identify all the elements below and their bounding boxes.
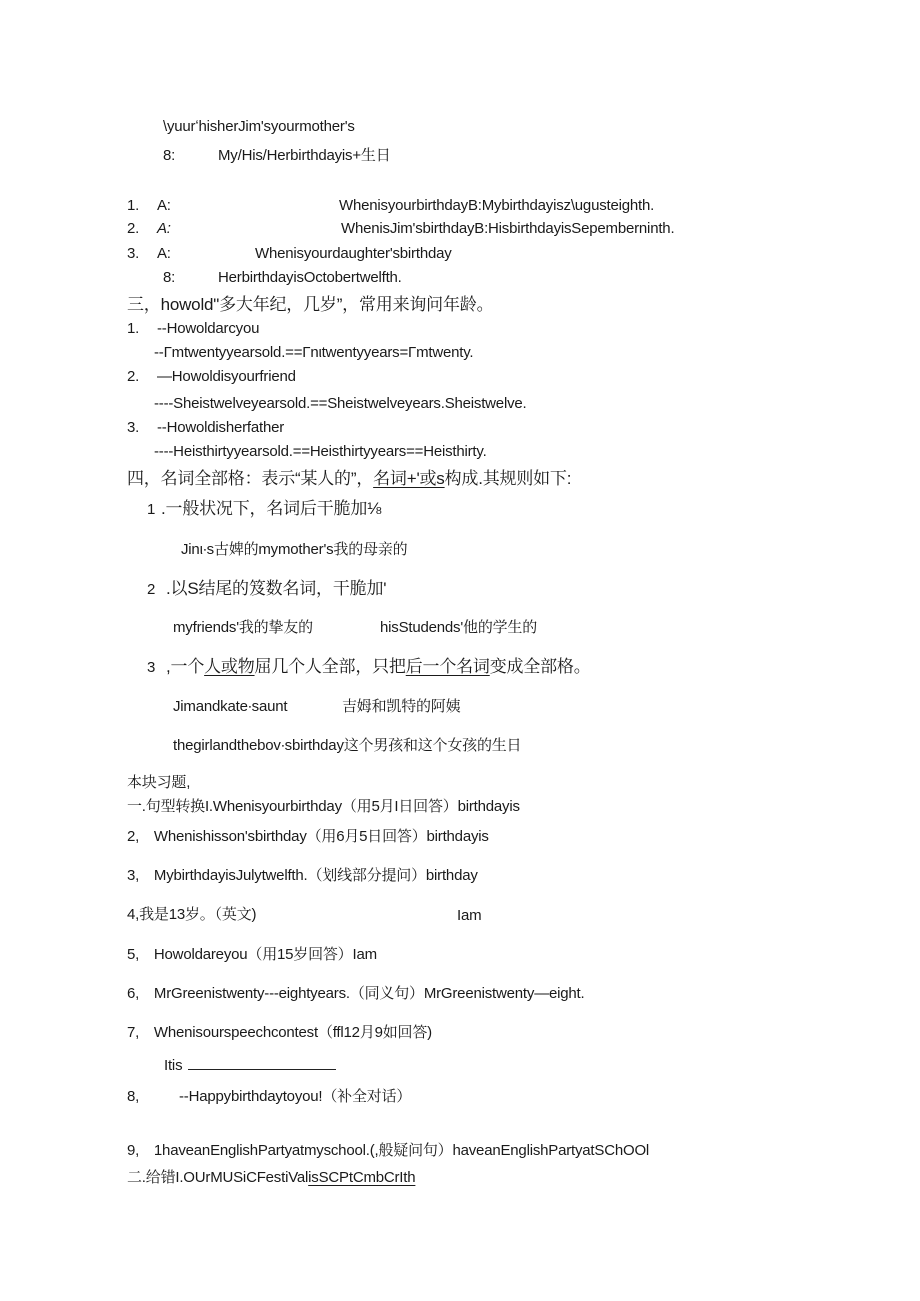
possessive-pronoun-line: \yuurʻhisherJim'syourmother's [163,118,355,135]
heading-text: 构成.其规则如下: [444,469,572,488]
speaker-label: A: [157,220,171,237]
answer-blank-line [164,1055,336,1076]
question-line: —Howoldisyourfriend [157,368,296,385]
birthday-pattern-line: My/His/Herbirthdayis+生日 [218,147,391,164]
question-line: --Howoldisherfather [157,419,285,436]
answer-blank[interactable] [188,1055,336,1070]
section-heading-3: 三，howold"多大年纪，几岁”，常用来询问年龄。 [127,295,494,314]
exercise-item-2: 2, Whenishisson'sbirthday（用6月5日回答）birthdayis [127,828,489,845]
section-2-text: 二.给错I.OUrMUSiCFestiVal [127,1169,309,1186]
exercise-item-8: --Happybirthdaytoyou!（补全对话） [179,1088,412,1105]
example-number-3: 3. [127,245,140,262]
example-line: thegirlandthebov∙sbirthday这个男孩和这个女孩的生日 [173,737,522,754]
dialogue-line: Whenisyourdaughter'sbirthday [255,245,452,262]
exercise-item-5: 5, Howoldareyou（用15岁回答）Iam [127,946,377,963]
rule-number-1: 1 [147,501,156,518]
example-number-1: 1. [127,320,140,337]
exercise-title: 本块习题, [127,774,191,791]
exercise-item-4: 4,我是13岁。（英文) [127,906,257,923]
example-number-1: 1. [127,197,140,214]
exercise-item-3: 3, MybirthdayisJulytwelfth.（划线部分提问）birthday [127,867,478,884]
example-line: Jinι∙s古婢的mymother's我的母亲的 [181,541,408,558]
answer-label: 8: [163,269,176,286]
example-number-2: 2. [127,368,140,385]
underlined-error: isSCPtCmbCrIth [308,1169,416,1186]
answer-prefix: Itis [164,1057,183,1074]
dialogue-line: WhenisJim'sbirthdayB:HisbirthdayisSepemberninth. [341,220,675,237]
heading-text: 四，名词全部格：表示“某人的”， [127,469,374,488]
exercise-item-7: 7, Whenisourspeechcontest（ffl12月9如回答) [127,1024,432,1041]
answer-line: --Γmtwentyyearsold.==Γnιtwentyyears=Γmtwenty. [154,344,474,361]
example-line: myfriends'我的挚友的 [173,619,313,636]
question-line: --Howoldarcyou [157,320,260,337]
exercise-item-1: 一.句型转换I.Whenisyourbirthday（用5月I日回答）birthdayis [127,798,520,815]
example-number-2: 2. [127,220,140,237]
rule-text-part: ,一个 [166,657,205,676]
rule-number-2: 2 [147,581,156,598]
dialogue-line: HerbirthdayisOctobertwelfth. [218,269,402,286]
rule-text-part: 变成全部格。 [489,657,591,676]
rule-text-part: 屈几个人全部，只把 [254,657,406,676]
rule-text [166,657,591,677]
underlined-term: 人或物 [204,657,255,676]
answer-label: 8: [163,147,176,164]
section-2-title [127,1168,415,1188]
underlined-term: 后一个名词 [405,657,490,676]
section-heading-4 [127,469,571,489]
dialogue-line: WhenisyourbirthdayB:Mybirthdayisz\ugusteighth. [339,197,655,214]
speaker-label: A: [157,245,171,262]
underlined-rule: 名词+'或s [373,469,445,488]
example-line: Jimandkate∙saunt [173,698,288,715]
rule-number-3: 3 [147,659,156,676]
rule-text: .一般状况下，名词后干脆加⅛ [161,499,382,518]
rule-text: .以S结尾的笈数名词，干脆加' [166,579,387,598]
example-line: hisStudends'他的学生的 [380,619,538,636]
example-translation: 吉姆和凯特的阿姨 [342,698,461,715]
exercise-answer-start: Iam [457,907,482,924]
answer-line: ----Heisthirtyyearsold.==Heisthirtyyears==Heisthirty. [154,443,487,460]
exercise-item-6: 6, MrGreenistwenty---eightyears.（同义句）MrGreenistwenty—eight. [127,985,585,1002]
example-number-3: 3. [127,419,140,436]
answer-line: ----Sheistwelveyearsold.==Sheistwelveyears.Sheistwelve. [154,395,527,412]
exercise-number-8: 8, [127,1088,140,1105]
exercise-item-9: 9, 1haveanEnglishPartyatmyschool.(,般疑问句）haveanEnglishPartyatSChOOl [127,1142,650,1159]
speaker-label: A: [157,197,171,214]
